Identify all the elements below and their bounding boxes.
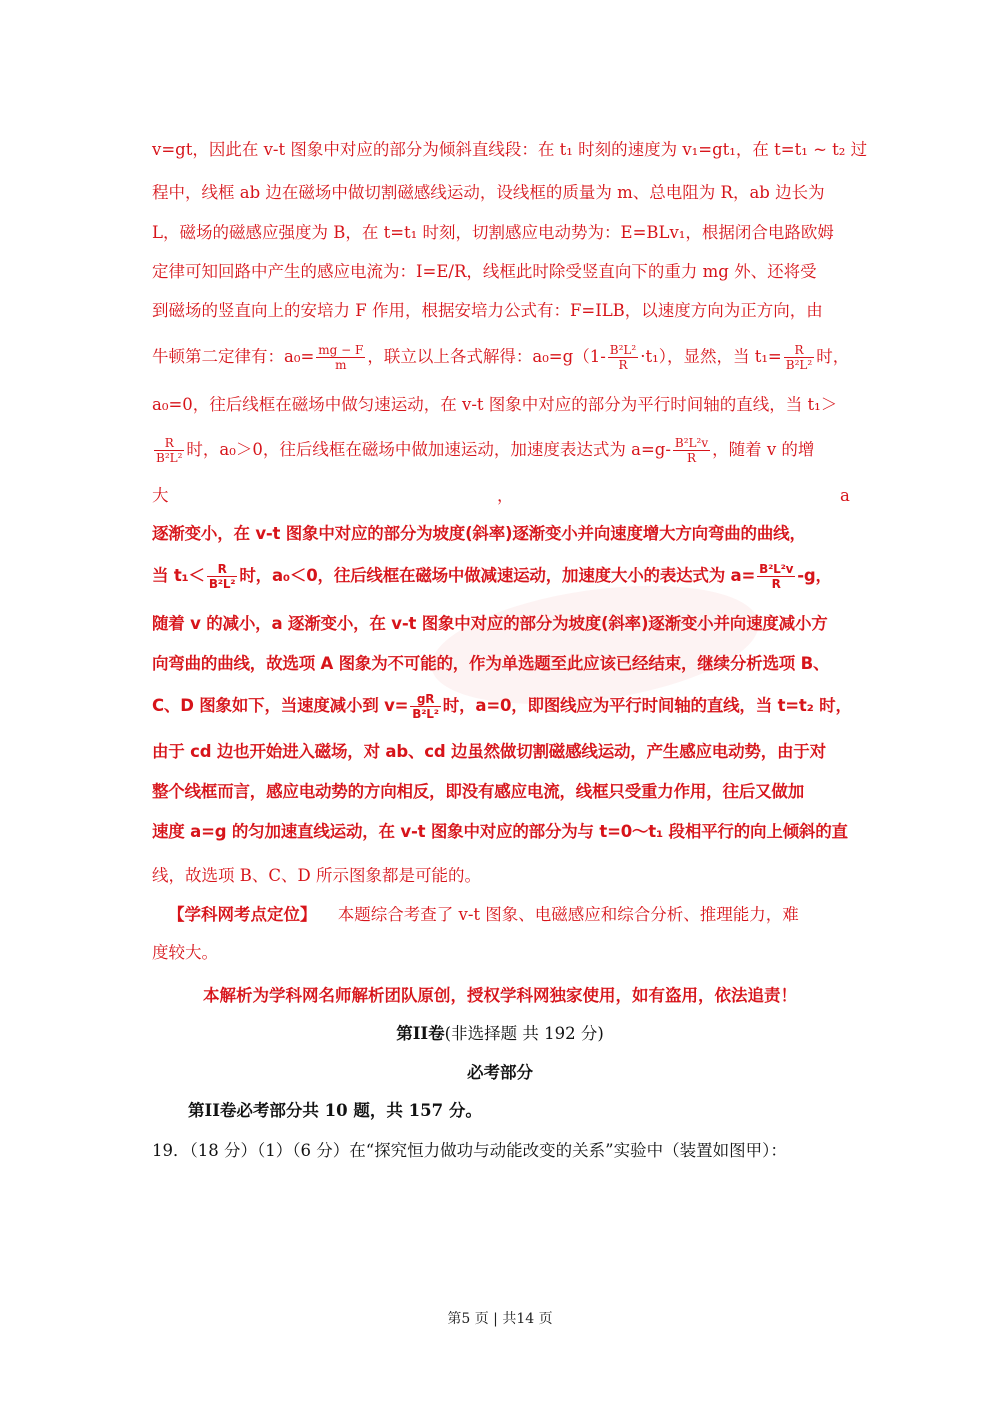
text-segment: 时，a₀＜0，往后线框在磁场中做减速运动，加速度大小的表达式为 a=	[239, 566, 756, 585]
solution-line-17: 速度 a=g 的匀加速直线运动，在 v-t 图象中对应的部分为与 t=0～t₁ 段相平行的向上倾斜的直	[152, 822, 848, 841]
section-title-bold: 第II卷	[396, 1024, 445, 1043]
fraction-numerator: R	[154, 436, 184, 451]
solution-line-18: 线，故选项 B、C、D 所示图象都是可能的。	[152, 866, 481, 885]
text-segment: 时，	[816, 347, 850, 366]
text-segment: 大	[152, 486, 169, 505]
solution-line-16: 整个线框而言，感应电动势的方向相反，即没有感应电流，线框只受重力作用，往后又做加	[152, 782, 805, 801]
fraction-denominator: B²L²	[156, 451, 183, 465]
solution-line-1: v=gt，因此在 v-t 图象中对应的部分为倾斜直线段：在 t₁ 时刻的速度为 v₁=gt₁，在 t=t₁ ~ t₂ 过	[152, 140, 868, 159]
fraction-numerator: mg − F	[318, 343, 364, 357]
text-segment: 时，a=0，即图线应为平行时间轴的直线，当 t=t₂ 时，	[442, 696, 852, 715]
fraction-denominator: B²L²	[785, 358, 813, 372]
solution-line-8	[152, 436, 852, 465]
fraction-denominator: B²L²	[208, 577, 236, 591]
fraction	[784, 343, 814, 372]
section-title-rest: (非选择题 共 192 分)	[444, 1024, 604, 1043]
solution-line-2: 程中，线框 ab 边在磁场中做切割磁感线运动，设线框的质量为 m、总电阻为 R，ab 边长为	[152, 183, 825, 202]
solution-line-9	[152, 484, 852, 508]
fraction-denominator: R	[686, 451, 697, 465]
fraction	[207, 562, 238, 591]
solution-line-15: 由于 cd 边也开始进入磁场，对 ab、cd 边虽然做切割磁感线运动，产生感应电动势，由于对	[152, 742, 826, 761]
fraction-denominator: R	[618, 358, 628, 372]
fraction-numerator: B²L²	[609, 343, 637, 357]
fraction-denominator: m	[335, 358, 347, 372]
copyright-notice: 本解析为学科网名师解析团队原创，授权学科网独家使用，如有盗用，依法追责！	[203, 986, 797, 1005]
fraction	[316, 343, 365, 372]
solution-line-3: L，磁场的磁感应强度为 B，在 t=t₁ 时刻，切割感应电动势为：E=BLv₁，根据闭合电路欧姆	[152, 223, 834, 242]
fraction-numerator: B²L²v	[759, 562, 794, 576]
text-segment: C、D 图象如下，当速度减小到 v=	[152, 696, 409, 715]
solution-line-12: 随着 v 的减小，a 逐渐变小，在 v-t 图象中对应的部分为坡度(斜率)逐渐变小并向速度减小方	[152, 614, 828, 633]
subsection-title: 必考部分	[467, 1063, 533, 1082]
fraction-numerator: R	[784, 343, 814, 358]
page-footer: 第5 页 | 共14 页	[447, 1311, 553, 1327]
fraction-denominator: B²L²	[412, 707, 439, 721]
fraction	[154, 436, 184, 465]
solution-line-4: 定律可知回路中产生的感应电流为：I=E/R，线框此时除受竖直向下的重力 mg 外、还将受	[152, 262, 817, 281]
text-segment: ·t₁），显然，当 t₁=	[640, 347, 782, 366]
text-segment: ，随着 v 的增	[712, 440, 815, 459]
key-point-line	[168, 903, 868, 927]
fraction-numerator: R	[207, 562, 238, 577]
text-segment: -g，	[797, 566, 832, 585]
solution-line-6	[152, 343, 852, 372]
key-point-label: 【学科网考点定位】	[168, 905, 317, 924]
solution-line-14	[152, 692, 852, 721]
solution-line-11	[152, 562, 852, 591]
part-description: 第II卷必考部分共 10 题，共 157 分。	[188, 1101, 482, 1120]
fraction	[673, 436, 710, 465]
text-segment: ，	[497, 486, 514, 505]
solution-line-5: 到磁场的竖直向上的安培力 F 作用，根据安培力公式有：F=ILB，以速度方向为正方向，由	[152, 301, 823, 320]
text-segment: ，联立以上各式解得：a₀=g（1-	[367, 347, 606, 366]
text-segment: 当 t₁＜	[152, 566, 205, 585]
text-segment: 时，a₀＞0，往后线框在磁场中做加速运动，加速度表达式为 a=g-	[186, 440, 671, 459]
solution-line-7: a₀=0，往后线框在磁场中做匀速运动，在 v-t 图象中对应的部分为平行时间轴的直线，当 t₁＞	[152, 395, 838, 414]
solution-line-13: 向弯曲的曲线，故选项 A 图象为不可能的，作为单选题至此应该已经结束，继续分析选项 B、	[152, 654, 830, 673]
fraction-numerator: gR	[410, 692, 441, 707]
fraction-denominator: R	[771, 577, 781, 591]
question-19: 19．（18 分）（1）（6 分）在“探究恒力做功与动能改变的关系”实验中（装置如图甲）：	[152, 1141, 787, 1160]
key-point-line-2: 度较大。	[152, 943, 218, 962]
fraction	[608, 343, 638, 372]
text-segment: 牛顿第二定律有：a₀=	[152, 347, 315, 366]
solution-line-10: 逐渐变小，在 v-t 图象中对应的部分为坡度(斜率)逐渐变小并向速度增大方向弯曲的曲线，	[152, 524, 806, 543]
text-segment: a	[840, 486, 850, 505]
key-point-text: 本题综合考查了 v-t 图象、电磁感应和综合分析、推理能力，难	[337, 905, 799, 924]
fraction	[757, 562, 795, 591]
section-title	[0, 1022, 1000, 1046]
fraction-numerator: B²L²v	[674, 436, 709, 450]
fraction	[410, 692, 441, 721]
